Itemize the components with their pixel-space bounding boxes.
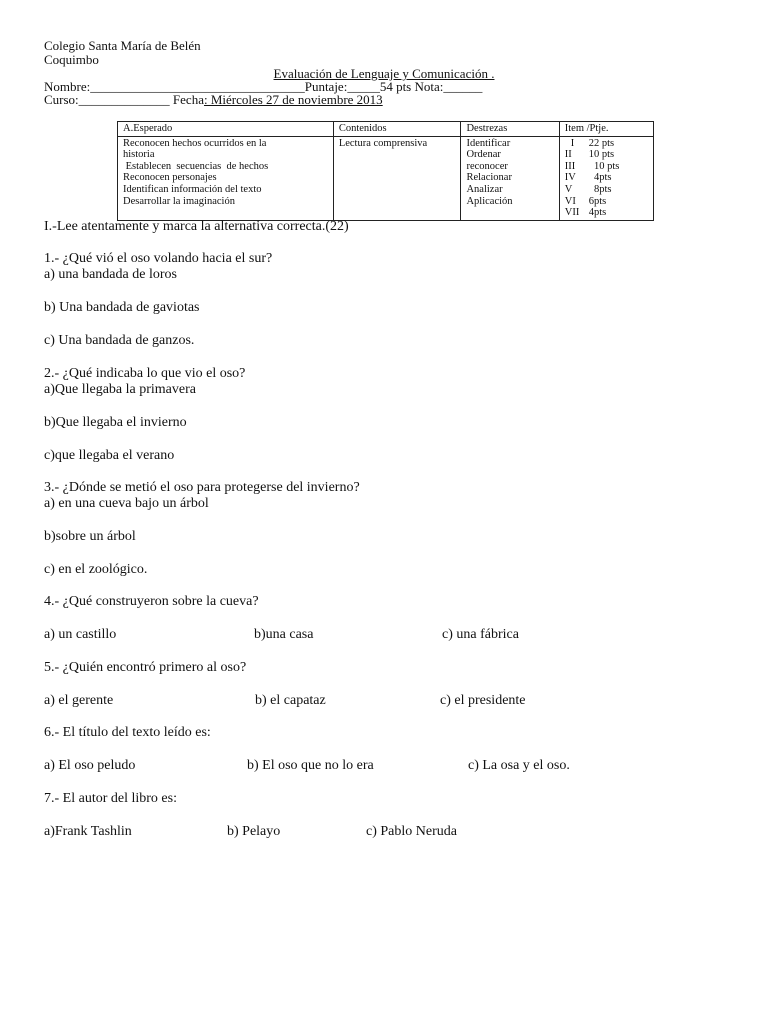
destreza-line: Aplicación xyxy=(466,195,513,207)
destreza-line: reconocer xyxy=(466,160,508,172)
contenidos-line: Lectura comprensiva xyxy=(338,137,428,149)
course-label: Curso:______________ Fecha xyxy=(44,92,204,107)
item-points: 6pts xyxy=(588,195,607,207)
answer-option[interactable]: c) La osa y el oso. xyxy=(468,758,570,773)
item-number: I xyxy=(570,137,575,149)
destreza-line: Ordenar xyxy=(466,149,501,161)
destrezas-cell xyxy=(461,136,559,220)
header-esperado: A.Esperado xyxy=(118,122,334,137)
answer-option[interactable]: b) Una bandada de gaviotas xyxy=(44,300,200,315)
destreza-line: Relacionar xyxy=(466,172,512,184)
item-number: III xyxy=(564,160,576,172)
question-2: 2.- ¿Qué indicaba lo que vio el oso? xyxy=(44,366,246,381)
answer-option[interactable]: a) en una cueva bajo un árbol xyxy=(44,496,209,511)
answer-option[interactable]: a) un castillo xyxy=(44,627,117,642)
esperado-cell xyxy=(118,136,334,220)
item-score-line xyxy=(565,207,648,219)
answer-option[interactable]: c) el presidente xyxy=(440,693,526,708)
answer-option[interactable]: a)Que llegaba la primavera xyxy=(44,382,196,397)
question-6: 6.- El título del texto leído es: xyxy=(44,725,211,740)
item-number: V xyxy=(564,183,573,195)
esperado-line: Reconocen personajes xyxy=(123,172,217,184)
esperado-line: Desarrollar la imaginación xyxy=(123,195,235,207)
school-city: Coquimbo xyxy=(44,52,99,67)
item-score-line xyxy=(565,138,648,150)
item-points: 22 pts xyxy=(588,137,615,149)
table-header-row xyxy=(118,122,654,137)
esperado-line: Identifican información del texto xyxy=(123,183,262,195)
exam-title: Evaluación de Lenguaje y Comunicación . xyxy=(273,66,495,81)
header-item-ptje: Item /Ptje. xyxy=(559,122,653,137)
item-score-line xyxy=(565,172,648,184)
table-body-row xyxy=(118,136,654,220)
answer-option[interactable]: c) Una bandada de ganzos. xyxy=(44,333,195,348)
student-name-line: Nombre:_________________________________Puntaje:_____54 pts Nota:______ xyxy=(44,79,483,94)
item-points: 4pts xyxy=(588,172,612,184)
exam-date: : Miércoles 27 de noviembre 2013 xyxy=(203,92,383,107)
answer-option[interactable]: a) el gerente xyxy=(44,693,114,708)
section-title: I.-Lee atentamente y marca la alternativa correcta.(22) xyxy=(44,219,349,234)
destreza-line: Analizar xyxy=(466,183,503,195)
esperado-line: historia xyxy=(123,149,155,161)
answer-option[interactable]: b)Que llegaba el invierno xyxy=(44,415,187,430)
item-points: 10 pts xyxy=(588,160,620,172)
answer-option[interactable]: c) Pablo Neruda xyxy=(366,824,457,839)
item-points: 10 pts xyxy=(588,149,615,161)
answer-option[interactable]: a) una bandada de loros xyxy=(44,267,177,282)
answer-option[interactable]: c)que llegaba el verano xyxy=(44,448,175,463)
contenidos-cell xyxy=(333,136,461,220)
answer-option[interactable]: b) El oso que no lo era xyxy=(247,758,374,773)
esperado-line: Establecen secuencias de hechos xyxy=(123,160,269,172)
answer-option[interactable]: c) una fábrica xyxy=(442,627,519,642)
item-number: II xyxy=(564,149,572,161)
answer-option[interactable]: b)una casa xyxy=(254,627,314,642)
item-score-line xyxy=(565,184,648,196)
item-points: 8pts xyxy=(588,183,612,195)
school-name: Colegio Santa María de Belén xyxy=(44,38,201,53)
question-3: 3.- ¿Dónde se metió el oso para protegerse del invierno? xyxy=(44,480,360,495)
answer-option[interactable]: b) el capataz xyxy=(255,693,326,708)
esperado-line: Reconocen hechos ocurridos en la xyxy=(123,137,267,149)
items-cell xyxy=(559,136,653,220)
item-number: VI xyxy=(564,195,576,207)
item-number: IV xyxy=(564,172,576,184)
question-5: 5.- ¿Quién encontró primero al oso? xyxy=(44,660,247,675)
item-score-line xyxy=(565,161,648,173)
item-points: 4pts xyxy=(588,207,607,219)
answer-option[interactable]: a)Frank Tashlin xyxy=(44,824,132,839)
answer-option[interactable]: b)sobre un árbol xyxy=(44,529,136,544)
header-destrezas: Destrezas xyxy=(461,122,559,137)
item-score-line xyxy=(565,149,648,161)
destreza-line: Identificar xyxy=(466,137,511,149)
question-7: 7.- El autor del libro es: xyxy=(44,791,177,806)
header-contenidos: Contenidos xyxy=(333,122,461,137)
course-date-line xyxy=(44,92,383,107)
question-1: 1.- ¿Qué vió el oso volando hacia el sur? xyxy=(44,251,273,266)
item-number: VII xyxy=(564,207,580,219)
objectives-table xyxy=(117,121,654,221)
answer-option[interactable]: c) en el zoológico. xyxy=(44,562,148,577)
question-4: 4.- ¿Qué construyeron sobre la cueva? xyxy=(44,594,259,609)
item-score-line xyxy=(565,196,648,208)
answer-option[interactable]: a) El oso peludo xyxy=(44,758,136,773)
answer-option[interactable]: b) Pelayo xyxy=(227,824,281,839)
